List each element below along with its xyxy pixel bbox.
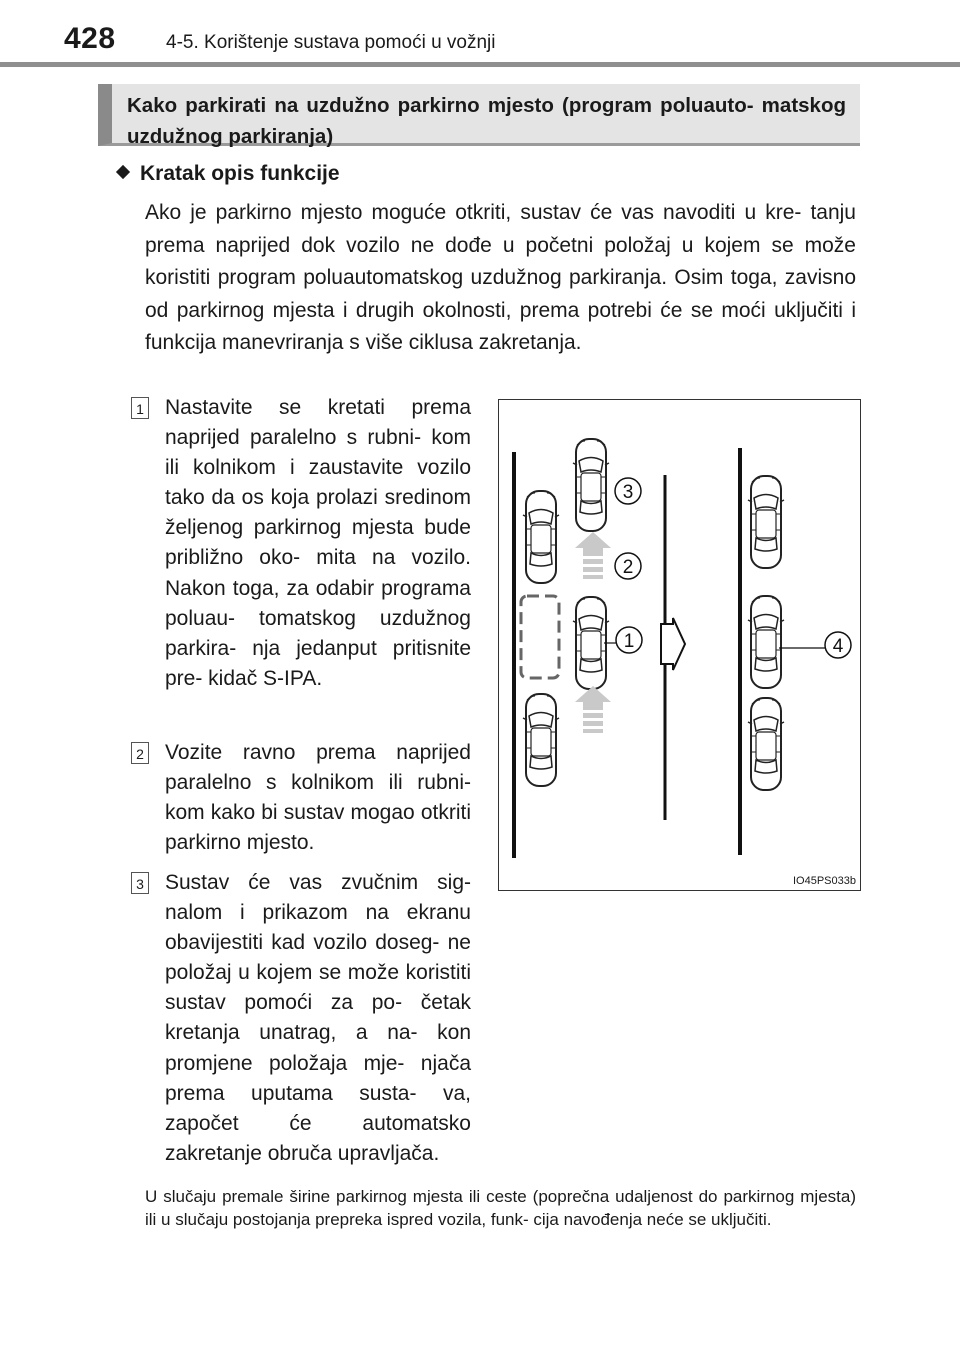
- svg-text:4: 4: [832, 636, 844, 657]
- intro-paragraph: Ako je parkirno mjesto moguće otkriti, sustav će vas navoditi u kre- tanju prema naprijed dok vozilo ne dođe u početni položaj u kojem se može koristiti program poluautomatskog uzdužnog parkiranja. Osim toga, zavisno od parkirnog mjesta i drugih okolnosti, prema potrebi će se moći uključiti i funkcija manevriranja s više ciklusa zakretanja.: [145, 201, 856, 354]
- section-title: Kako parkirati na uzdužno parkirno mjesto (program poluauto- matskog uzdužnog parkiranja): [127, 94, 846, 148]
- section-heading-box: [98, 84, 860, 146]
- forward-arrow-icon: [575, 686, 611, 733]
- page-number: 428: [64, 22, 116, 55]
- subheading: [118, 162, 340, 186]
- parked-car: [523, 491, 559, 583]
- vehicle-position-1: [573, 597, 609, 689]
- step-number: 2: [131, 742, 149, 764]
- transition-arrow-icon: [661, 618, 685, 670]
- step-number: 3: [131, 872, 149, 894]
- chapter-title: 4-5. Korištenje sustava pomoći u vožnji: [166, 32, 496, 53]
- vehicle-position-3: [573, 439, 609, 531]
- callout-4: [825, 632, 851, 658]
- step-text: Sustav će vas zvučnim sig- nalom i prikazom na ekranu obavijestiti kad vozilo doseg- ne položaj u kojem se može koristiti sustav pomoći za po- četak kretanja unatrag, a na- kon promjene položaja mje- njača prema uputama susta- va, započet će automatsko zakretanje obruča upravljača.: [165, 871, 471, 1165]
- svg-text:3: 3: [622, 482, 634, 503]
- parked-car: [748, 698, 784, 790]
- parked-car: [748, 596, 784, 688]
- callout-2: [615, 553, 641, 579]
- svg-text:1: 1: [623, 631, 635, 652]
- subheading-label: Kratak opis funkcije: [140, 162, 340, 185]
- header-divider: [0, 62, 960, 67]
- parked-car: [523, 694, 559, 786]
- parked-car: [748, 476, 784, 568]
- bullet-icon: [116, 165, 130, 179]
- callout-3: [615, 478, 641, 504]
- step-text: Vozite ravno prema naprijed paralelno s kolnikom ili rubni- kom kako bi sustav mogao otkriti parkirno mjesto.: [165, 741, 471, 855]
- callout-1: [616, 627, 642, 653]
- footnote: U slučaju premale širine parkirnog mjesta ili ceste (poprečna udaljenost do parkirnog mjesta) ili u slučaju postojanja prepreka ispred vozila, funk- cija navođenja neće se uključiti.: [145, 1187, 856, 1229]
- step-number: 1: [131, 397, 149, 419]
- parking-diagram: [498, 399, 861, 891]
- step-text: Nastavite se kretati prema naprijed paralelno s rubni- kom ili kolnikom i zaustavite vozilo tako da os koja prolazi sredinom željenog parkirnog mjesta bude približno oko- mita na vozilo. Nakon toga, za odabir programa poluau- tomatskog uzdužnog parkira- nja jedanput pritisnite pre- kidač S-IPA.: [165, 396, 471, 690]
- forward-arrow-icon: [575, 532, 611, 579]
- target-parking-space: [521, 596, 559, 678]
- svg-text:2: 2: [622, 557, 634, 578]
- figure-code: IO45PS033b: [793, 875, 856, 887]
